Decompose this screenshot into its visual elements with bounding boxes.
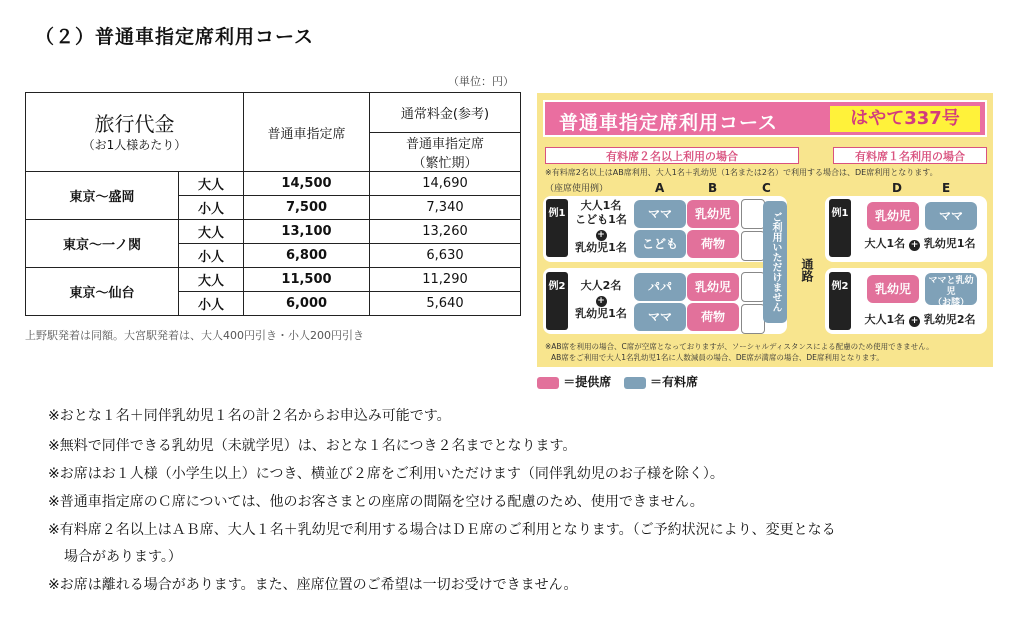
station-note: 上野駅発着は同額。大宮駅発着は、大人400円引き・小人200円引き [25,329,364,342]
ex1-line2: こども1名 [575,213,627,226]
plus-icon: + [910,316,919,326]
unit-label: （単位：円） [448,75,514,88]
seat-e2-label: ママと乳幼児 [928,276,974,297]
note-line: ※おとな１名＋同伴乳幼児１名の計２名からお申込み可能です。 [48,408,451,424]
route-cell: 東京～仙台 [26,268,179,316]
header-reserved: 普通車指定席 [244,93,370,172]
ex1-line1: 大人1名 [580,199,622,212]
ex2-line3: 乳幼児1名 [575,307,627,320]
fare-table [25,92,521,316]
seat-a2b: ママ [634,303,686,331]
seat-e2 [925,273,977,308]
seat-c-empty [741,199,765,229]
note-line: 場合があります。） [64,549,182,565]
header-regular-sub [370,133,521,172]
seat-a1: ママ [634,200,686,228]
col-d: D [892,181,902,195]
adult-regular: 11,290 [370,268,521,292]
legend [537,373,698,390]
ex1-right-a: 大人1名 [864,237,906,250]
adult-price: 14,500 [244,172,370,196]
plus-icon: + [910,240,919,250]
child-price: 6,800 [244,244,370,268]
adult-label: 大人 [179,268,244,292]
page-title: （２）普通車指定席利用コース [35,26,315,48]
aisle-label: 通路 [800,258,814,282]
seat-b2: 乳幼児 [687,273,739,301]
col-c: C [762,181,771,195]
plus-icon: + [597,296,605,306]
col-a: A [655,181,665,195]
header-regular: 通常料金(参考) [370,93,521,133]
child-price: 6,000 [244,292,370,316]
seat-e2-sub: （お膝） [932,298,969,308]
header-travel-fee [26,93,244,172]
child-regular: 5,640 [370,292,521,316]
ex1-right-b: 乳幼児1名 [923,237,976,250]
banner-title: 普通車指定席利用コース [559,112,779,134]
legend-paid-swatch [624,377,646,389]
ex2-right-a: 大人1名 [864,313,906,326]
route-cell: 東京～盛岡 [26,172,179,220]
seat-example-label: （座席使用例） [545,184,609,194]
diagram-banner [543,100,987,137]
diagram-bottom-note1: ※AB席を利用の場合、C席が空席となっておりますが、ソーシャルディスタンスによる配慮のため使用できません。 [545,342,934,351]
seat-b1: 乳幼児 [687,200,739,228]
seat-a2: パパ [634,273,686,301]
example2-right-tag: 例2 [829,272,851,330]
seat-d1: 乳幼児 [867,202,919,230]
example2-people [571,279,631,321]
example2-tag: 例2 [546,272,568,330]
ex1-right-caption [853,237,987,251]
note-line: ※普通車指定席のＣ席については、他のお客さまとの座席の間隔を空ける配慮のため、使用できません。 [48,494,704,510]
example1-tag: 例1 [546,199,568,257]
ex2-line1: 大人2名 [580,279,622,292]
diagram-bottom-note2: AB席をご利用で大人1名乳幼児1名に人数減員の場合、DE席が満席の場合、DE席利用となります。 [551,353,884,362]
legend-provided-swatch [537,377,559,389]
ex1-line3: 乳幼児1名 [575,241,627,254]
note-line: ※有料席２名以上はＡＢ席、大人１名＋乳幼児で利用する場合はＤＥ席のご利用となります。（ご予約状況により、変更となる [48,522,836,538]
note-line: ※お席は離れる場合があります。また、座席位置のご希望は一切お受けできません。 [48,577,578,593]
child-price: 7,500 [244,196,370,220]
seat-c-empty [741,272,765,302]
seat-diagram [537,93,993,367]
diagram-top-note: ※有料席2名以上はAB席利用、大人1名＋乳幼児（1名または2名）で利用する場合は、DE席利用となります。 [545,168,938,177]
plus-icon: + [597,230,605,240]
child-regular: 7,340 [370,196,521,220]
train-name: はやて337号 [830,106,980,132]
header-two-plus: 有料席２名以上利用の場合 [545,147,799,164]
example1-people [571,199,631,255]
legend-paid: ＝有料席 [649,375,698,389]
seat-b1b: 荷物 [687,230,739,258]
seat-a1b: こども [634,230,686,258]
adult-price: 11,500 [244,268,370,292]
seat-e1: ママ [925,202,977,230]
route-cell: 東京～一ノ関 [26,220,179,268]
header-main: 旅行代金 [94,111,175,136]
seat-b2b: 荷物 [687,303,739,331]
col-b: B [708,181,718,195]
ex2-right-b: 乳幼児2名 [923,313,976,326]
seat-c-empty [741,231,765,261]
child-label: 小人 [179,292,244,316]
adult-label: 大人 [179,172,244,196]
adult-regular: 14,690 [370,172,521,196]
adult-price: 13,100 [244,220,370,244]
header-regular-sub1: 普通車指定席 [405,137,484,152]
seat-c-unavailable: ご利用いただけません [763,201,787,323]
ex2-right-caption [853,313,987,327]
legend-provided: ＝提供席 [563,375,612,389]
example1-right-tag: 例1 [829,199,851,257]
note-line: ※無料で同伴できる乳幼児（未就学児）は、おとな１名につき２名までとなります。 [48,438,577,454]
seat-d2: 乳幼児 [867,275,919,303]
col-e: E [942,181,951,195]
child-label: 小人 [179,196,244,220]
note-line: ※お席はお１人様（小学生以上）につき、横並び２席をご利用いただけます（同伴乳幼児のお子様を除く）。 [48,466,724,482]
child-label: 小人 [179,244,244,268]
adult-label: 大人 [179,220,244,244]
header-regular-sub2: （繁忙期） [412,156,478,171]
child-regular: 6,630 [370,244,521,268]
adult-regular: 13,260 [370,220,521,244]
header-one: 有料席１名利用の場合 [833,147,987,164]
header-sub: （お1人様あたり） [82,137,187,152]
seat-c-empty [741,304,765,334]
